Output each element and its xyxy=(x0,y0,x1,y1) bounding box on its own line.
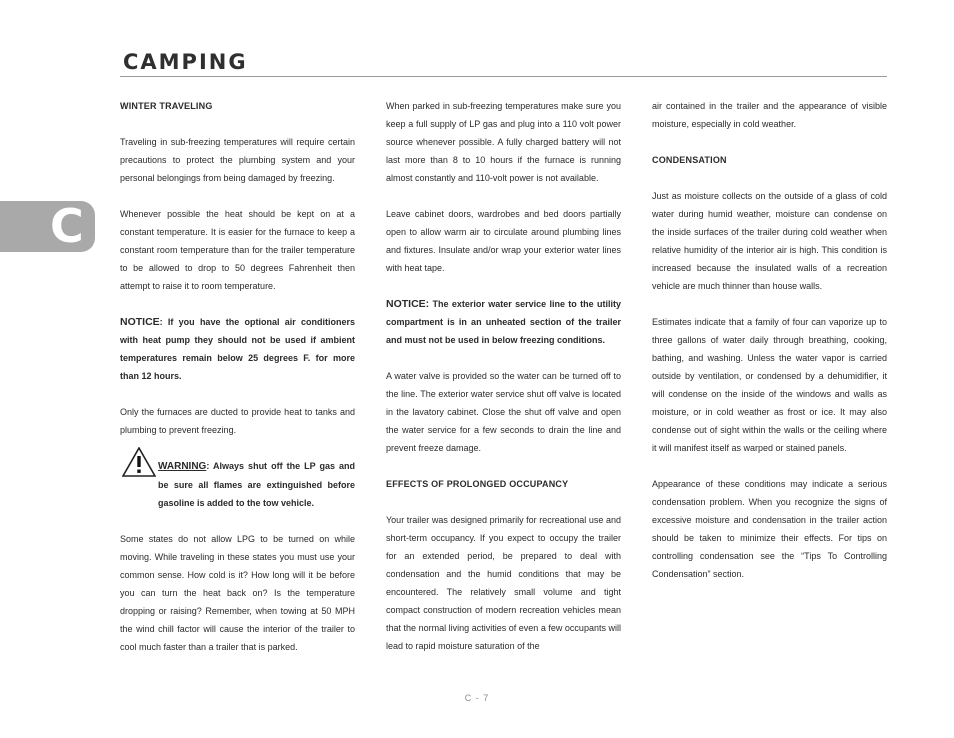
notice-text: : If you have the optional air conditioners with heat pump they should not be used if ambient temperatures remain below 25 degrees F. for more than 12 hours. xyxy=(120,317,355,381)
paragraph: A water valve is provided so the water can be turned off to the line. The exterior water service shut off valve is located in the lavatory cabinet. Close the shut off valve and open the water service for a few seconds to drain the line and prevent freeze damage. xyxy=(386,371,621,453)
section-title: CAMPING xyxy=(123,50,248,74)
paragraph: Estimates indicate that a family of four can vaporize up to three gallons of water daily through breathing, cooking, bathing, and washing. Unless the water vapor is carried outside by ventilation, or condensed by a dehumidifier, it will condense on the inside of the windows and walls as moisture, or in cold weather as frost or ice. It may also condense out of sight within the walls or the ceiling where it will manifest itself as warped or stained panels. xyxy=(652,317,887,453)
heading-winter-traveling: WINTER TRAVELING xyxy=(120,101,213,111)
title-rule xyxy=(120,76,887,77)
column-3 xyxy=(652,97,887,601)
warning-first-line xyxy=(120,457,355,512)
warning-triangle-icon xyxy=(122,447,156,477)
paragraph: Some states do not allow LPG to be turned on while moving. While traveling in these states you must use your common sense. How cold is it? How long will it be before you can turn the heat back on? Is the temperature dropping or raising? Remember, when towing at 50 MPH the wind chill factor will cause the interior of the trailer to cool much faster than a trailer that is parked. xyxy=(120,534,355,652)
notice-text: The exterior water service line to the utility compartment is in an unheated section of the trailer and must not be used in below freezing conditions. xyxy=(386,299,621,345)
paragraph: Whenever possible the heat should be kept on at a constant temperature. It is easier for the furnace to keep a constant room temperature than for the trailer temperature to be allowed to drop to 50 degrees Fahrenheit then attempt to raise it to room temperature. xyxy=(120,209,355,291)
warning-label: WARNING xyxy=(158,461,207,472)
notice-block xyxy=(120,313,355,385)
paragraph: Only the furnaces are ducted to provide heat to tanks and plumbing to prevent freezing. xyxy=(120,407,355,435)
notice-label: NOTICE: xyxy=(386,298,430,310)
paragraph: Your trailer was designed primarily for recreational use and short-term occupancy. If you expect to occupy the trailer for an extended period, be prepared to deal with condensation and the humid conditions that may be encountered. The relatively small volume and tight compact construction of modern recreation vehicles mean that the normal living activities of even a few occupants will lead to rapid moisture saturation of the xyxy=(386,515,621,651)
warning-block xyxy=(120,457,355,512)
page-number: C - 7 xyxy=(464,693,490,703)
column-2 xyxy=(386,97,621,673)
paragraph: Leave cabinet doors, wardrobes and bed doors partially open to allow warm air to circulate around plumbing lines and fixtures. Insulate and/or wrap your exterior water lines with heat tape. xyxy=(386,209,621,273)
notice-label: NOTICE xyxy=(120,316,160,328)
column-1 xyxy=(120,97,355,674)
paragraph: Just as moisture collects on the outside of a glass of cold water during humid weather, moisture can condense on the inside surfaces of the trailer during cold weather when relative humidity of the interior air is high. This condition is increased because the insulated walls of a recreation vehicle are much thinner than house walls. xyxy=(652,191,887,291)
paragraph: Appearance of these conditions may indicate a serious condensation problem. When you recognize the signs of excessive moisture and condensation in the trailer action should be taken to minimize their effects. For tips on controlling condensation see the “Tips To Controlling Condensation” section. xyxy=(652,479,887,579)
heading-prolonged-occupancy: EFFECTS OF PROLONGED OCCUPANCY xyxy=(386,479,569,489)
heading-condensation: CONDENSATION xyxy=(652,155,727,165)
section-tab-letter: C xyxy=(50,199,84,253)
paragraph: Traveling in sub-freezing temperatures will require certain precautions to protect the plumbing system and your personal belongings from being damaged by freezing. xyxy=(120,137,355,183)
paragraph: air contained in the trailer and the appearance of visible moisture, especially in cold weather. xyxy=(652,101,887,129)
notice-block xyxy=(386,295,621,349)
warning-text: : Always shut off the LP gas and be sure all flames are extinguished before gasoline is added to the tow vehicle. xyxy=(158,461,355,508)
paragraph: When parked in sub-freezing temperatures make sure you keep a full supply of LP gas and plug into a 110 volt power source whenever possible. A fully charged battery will not last more than 8 to 10 hours if the furnace is running almost constantly and 110-volt power is not available. xyxy=(386,101,621,183)
